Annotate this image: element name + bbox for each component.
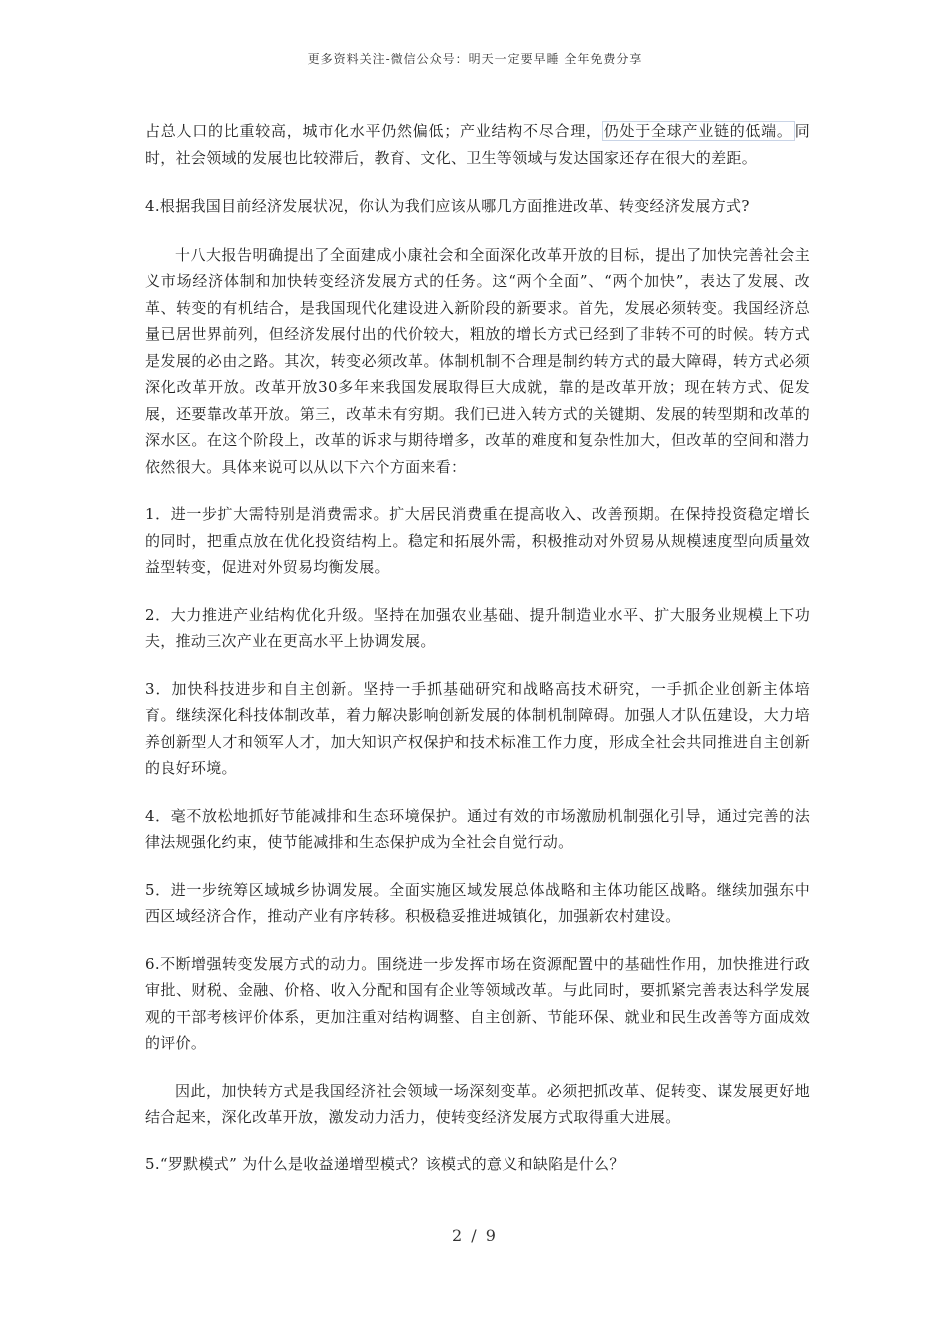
paragraph-continued [145,118,810,171]
page-number: 2 / 9 [452,1226,498,1245]
document-body [145,118,810,1177]
list-item: 2．大力推进产业结构优化升级。坚持在加强农业基础、提升制造业水平、扩大服务业规模上下功夫，推动三次产业在更高水平上协调发展。 [145,605,810,650]
question-4: 4.根据我国目前经济发展状况，你认为我们应该从哪几方面推进改革、转变经济发展方式? [145,197,750,215]
list-item: 3．加快科技进步和自主创新。坚持一手抓基础研究和战略高技术研究，一手抓企业创新主体培育。继续深化科技体制改革，着力解决影响创新发展的体制机制障碍。加强人才队伍建设，大力培养创新型人才和领军人才，加大知识产权保护和技术标准工作力度，形成全社会共同推进自主创新的良好环境。 [145,679,810,777]
text-span: 占总人口的比重较高，城市化水平仍然偏低；产业结构不尽合理， [145,122,602,140]
list-item: 6.不断增强转变发展方式的动力。围绕进一步发挥市场在资源配置中的基础性作用，加快推进行政审批、财税、金融、价格、收入分配和国有企业等领域改革。与此同时，要抓紧完善表达科学发展观的干部考核评价体系，更加注重对结构调整、自主创新、节能环保、就业和民生改善等方面成效的评价。 [145,954,810,1052]
list-item: 4．毫不放松地抓好节能减排和生态环境保护。通过有效的市场激励机制强化引导，通过完善的法律法规强化约束，使节能减排和生态保护成为全社会自觉行动。 [145,806,810,851]
answer-intro: 十八大报告明确提出了全面建成小康社会和全面深化改革开放的目标，提出了加快完善社会主义市场经济体制和加快转变经济发展方式的任务。这“两个全面”、“两个加快”，表达了发展、改革、转变的有机结合，是我国现代化建设进入新阶段的新要求。首先，发展必须转变。我国经济总量已居世界前列，但经济发展付出的代价较大，粗放的增长方式已经到了非转不可的时候。转方式是发展的必由之路。其次，转变必须改革。体制机制不合理是制约转方式的最大障碍，转方式必须深化改革开放。改革开放30多年来我国发展取得巨大成就，靠的是改革开放；现在转方式、促发展，还要靠改革开放。第三，改革未有穷期。我们已进入转方式的关键期、发展的转型期和改革的深水区。在这个阶段上，改革的诉求与期待增多，改革的难度和复杂性加大，但改革的空间和潜力依然很大。具体来说可以从以下六个方面来看： [145,245,810,476]
list-item: 5．进一步统筹区域城乡协调发展。全面实施区域发展总体战略和主体功能区战略。继续加强东中西区域经济合作，推动产业有序转移。积极稳妥推进城镇化，加强新农村建设。 [145,880,810,925]
text-span: 同时，社会领域的发展也比较滞后，教育、文化、卫生等领域与发达国家还存在很大的差距。 [145,122,810,167]
list-item: 1．进一步扩大需特别是消费需求。扩大居民消费重在提高收入、改善预期。在保持投资稳定增长的同时，把重点放在优化投资结构上。稳定和拓展外需，积极推动对外贸易从规模速度型向质量效益型转变，促进对外贸易均衡发展。 [145,505,810,576]
highlighted-text: 仍处于全球产业链的低端。 [603,122,793,140]
page-header: 更多资料关注-微信公众号：明天一定要早睡 全年免费分享 [307,52,643,66]
question-5: 5.“罗默模式” 为什么是收益递增型模式？该模式的意义和缺陷是什么？ [145,1154,625,1173]
conclusion-paragraph: 因此，加快转方式是我国经济社会领域一场深刻变革。必须把抓改革、促转变、谋发展更好地结合起来，深化改革开放，激发动力活力，使转变经济发展方式取得重大进展。 [145,1081,810,1126]
